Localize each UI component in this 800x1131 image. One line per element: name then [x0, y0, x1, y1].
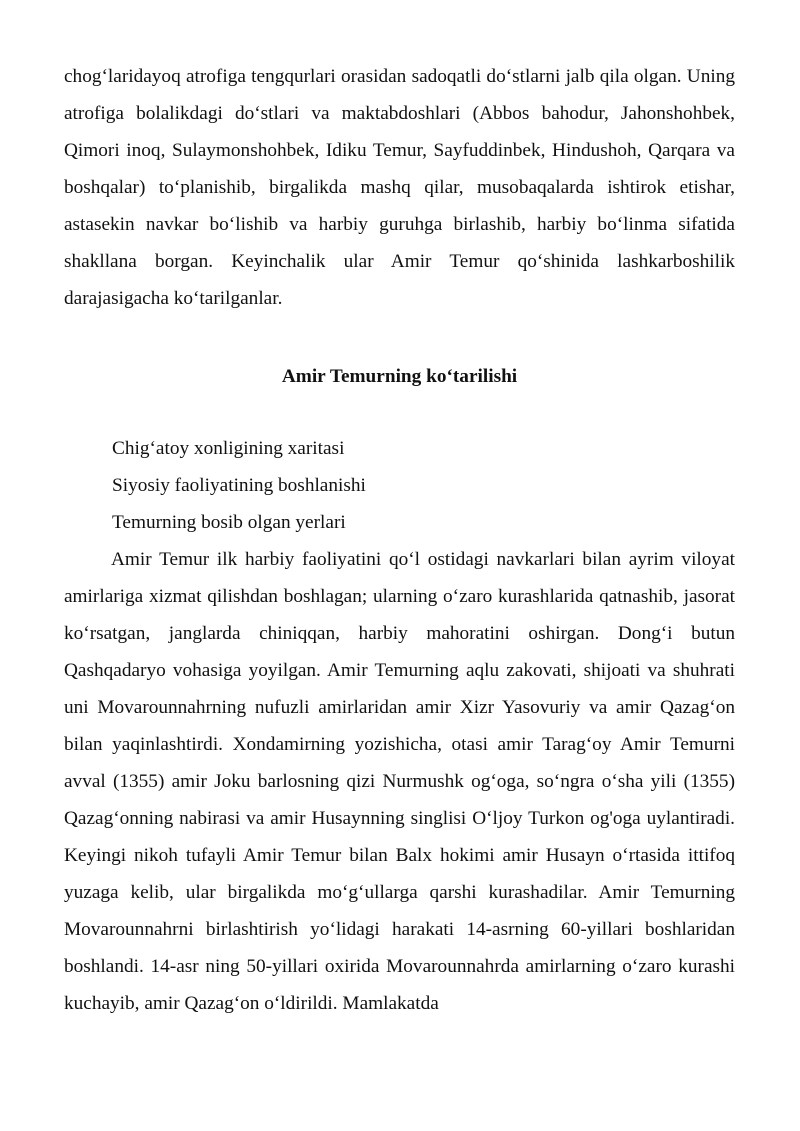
main-paragraph-block	[64, 541, 735, 1022]
topic-list	[112, 430, 366, 541]
topic-list-item: Chig‘atoy xonligining xaritasi	[112, 438, 345, 459]
intro-paragraph-block	[64, 58, 735, 317]
main-paragraph: Amir Temur ilk harbiy faoliyatini qo‘l ostidagi navkarlari bilan ayrim viloyat amirlariga xizmat qilishdan boshlagan; ularning o‘zaro kurashlarida qatnashib, jasorat ko‘rsatgan, janglarda chiniqqan, harbiy mahoratini oshirgan. Dong‘i butun Qashqadaryo vohasiga yoyilgan. Amir Temurning aqlu zakovati, shijoati va shuhrati uni Movarounnahrning nufuzli amirlaridan amir Xizr Yasovuriy va amir Qazag‘on bilan yaqinlashtirdi. Xondamirning yozishicha, otasi amir Tarag‘oy Amir Temurni avval (1355) amir Joku barlosning qizi Nurmushk og‘oga, so‘ngra o‘sha yili (1355) Qazag‘onning nabirasi va amir Husaynning singlisi O‘ljoy Turkon og'oga uylantiradi. Keyingi nikoh tufayli Amir Temur bilan Balx hokimi amir Husayn o‘rtasida ittifoq yuzaga kelib, ular birgalikda mo‘g‘ullarga qarshi kurashadilar. Amir Temurning Movarounnahrni birlashtirish yo‘lidagi harakati 14-asrning 60-yillari boshlaridan boshlandi. 14-asr ning 50-yillari oxirida Movarounnahrda amirlarning o‘zaro kurashi kuchayib, amir Qazag‘on o‘ldirildi. Mamlakatda	[64, 549, 735, 1014]
section-heading: Amir Temurning ko‘tarilishi	[281, 366, 518, 387]
topic-list-item: Temurning bosib olgan yerlari	[112, 512, 346, 533]
topic-list-item: Siyosiy faoliyatining boshlanishi	[112, 475, 366, 496]
intro-paragraph: chog‘laridayoq atrofiga tengqurlari orasidan sadoqatli do‘stlarni jalb qila olgan. Uning atrofiga bolalikdagi do‘stlari va maktabdoshlari (Abbos bahodur, Jahonshohbek, Qimori inoq, Sulaymonshohbek, Idiku Temur, Sayfuddinbek, Hindushoh, Qarqara va boshqalar) to‘planishib, birgalikda mashq qilar, musobaqalarda ishtirok etishar, astasekin navkar bo‘lishib va harbiy guruhga birlashib, harbiy bo‘linma sifatida shakllana borgan. Keyinchalik ular Amir Temur qo‘shinida lashkarboshilik darajasigacha ko‘tarilganlar.	[64, 66, 735, 309]
